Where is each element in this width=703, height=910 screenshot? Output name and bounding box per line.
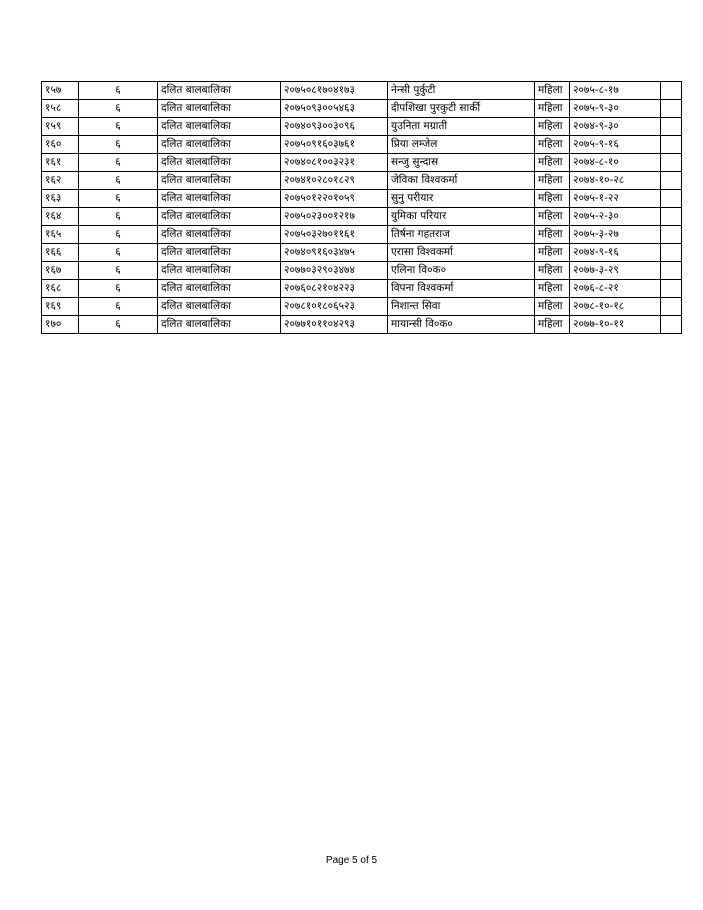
student-name-cell: मायान्सी वि०क० [388, 316, 535, 334]
birth-registration-number-cell: २०७५०९१६०३७६१ [281, 136, 388, 154]
date-of-birth-cell: २०७६-८-२१ [570, 280, 661, 298]
remarks-cell [661, 190, 682, 208]
serial-number-cell: १६५ [42, 226, 79, 244]
student-name-cell: एरासा विश्वकर्मा [388, 244, 535, 262]
remarks-cell [661, 172, 682, 190]
remarks-cell [661, 244, 682, 262]
gender-cell: महिला [535, 100, 570, 118]
grade-cell: ६ [79, 298, 158, 316]
category-cell: दलित बालबालिका [158, 244, 281, 262]
table-row [42, 118, 682, 136]
remarks-cell [661, 118, 682, 136]
serial-number-cell: १५९ [42, 118, 79, 136]
table-row [42, 190, 682, 208]
birth-registration-number-cell: २०७५०२३००१२१७ [281, 208, 388, 226]
serial-number-cell: १६९ [42, 298, 79, 316]
date-of-birth-cell: २०७४-९-१६ [570, 244, 661, 262]
grade-cell: ६ [79, 226, 158, 244]
date-of-birth-cell: २०७४-८-१० [570, 154, 661, 172]
birth-registration-number-cell: २०७४०९३००३०९६ [281, 118, 388, 136]
student-name-cell: निशान्त सिवा [388, 298, 535, 316]
student-name-cell: जेविका विश्वकर्मा [388, 172, 535, 190]
remarks-cell [661, 262, 682, 280]
date-of-birth-cell: २०७४-१०-२८ [570, 172, 661, 190]
student-name-cell: नेन्सी पुर्कुटी [388, 82, 535, 100]
student-name-cell: विपना विश्वकर्मा [388, 280, 535, 298]
birth-registration-number-cell: २०७५०३२७०११६१ [281, 226, 388, 244]
table-row [42, 262, 682, 280]
category-cell: दलित बालबालिका [158, 298, 281, 316]
table-row [42, 154, 682, 172]
serial-number-cell: १७० [42, 316, 79, 334]
gender-cell: महिला [535, 280, 570, 298]
gender-cell: महिला [535, 262, 570, 280]
birth-registration-number-cell: २०७४१०२८०१८२९ [281, 172, 388, 190]
birth-registration-number-cell: २०७७०३२९०३४७४ [281, 262, 388, 280]
table-row [42, 316, 682, 334]
student-name-cell: सुनु परीयार [388, 190, 535, 208]
category-cell: दलित बालबालिका [158, 208, 281, 226]
category-cell: दलित बालबालिका [158, 316, 281, 334]
student-name-cell: युउनिता मग्राती [388, 118, 535, 136]
table-row [42, 280, 682, 298]
student-name-cell: प्रिया लम्जेल [388, 136, 535, 154]
birth-registration-number-cell: २०७७१०११०४२९३ [281, 316, 388, 334]
remarks-cell [661, 298, 682, 316]
student-name-cell: युमिका परियार [388, 208, 535, 226]
table-row [42, 100, 682, 118]
category-cell: दलित बालबालिका [158, 154, 281, 172]
student-name-cell: एलिना वि०क० [388, 262, 535, 280]
table-body [42, 82, 682, 334]
student-records-table [41, 81, 682, 334]
remarks-cell [661, 226, 682, 244]
grade-cell: ६ [79, 244, 158, 262]
remarks-cell [661, 136, 682, 154]
date-of-birth-cell: २०७७-३-२९ [570, 262, 661, 280]
remarks-cell [661, 280, 682, 298]
table-row [42, 226, 682, 244]
category-cell: दलित बालबालिका [158, 190, 281, 208]
category-cell: दलित बालबालिका [158, 172, 281, 190]
gender-cell: महिला [535, 226, 570, 244]
category-cell: दलित बालबालिका [158, 280, 281, 298]
birth-registration-number-cell: २०७४०९१६०३४७५ [281, 244, 388, 262]
serial-number-cell: १६१ [42, 154, 79, 172]
student-name-cell: दीपशिखा पुरकुटी सार्की [388, 100, 535, 118]
category-cell: दलित बालबालिका [158, 118, 281, 136]
gender-cell: महिला [535, 172, 570, 190]
grade-cell: ६ [79, 280, 158, 298]
date-of-birth-cell: २०७५-२-३० [570, 208, 661, 226]
gender-cell: महिला [535, 154, 570, 172]
grade-cell: ६ [79, 316, 158, 334]
serial-number-cell: १५८ [42, 100, 79, 118]
grade-cell: ६ [79, 262, 158, 280]
category-cell: दलित बालबालिका [158, 100, 281, 118]
birth-registration-number-cell: २०७५०१२२०१०५९ [281, 190, 388, 208]
table-row [42, 244, 682, 262]
gender-cell: महिला [535, 190, 570, 208]
remarks-cell [661, 208, 682, 226]
grade-cell: ६ [79, 100, 158, 118]
serial-number-cell: १५७ [42, 82, 79, 100]
student-name-cell: तिर्षना गहतराज [388, 226, 535, 244]
serial-number-cell: १६६ [42, 244, 79, 262]
table-row [42, 208, 682, 226]
gender-cell: महिला [535, 82, 570, 100]
remarks-cell [661, 100, 682, 118]
date-of-birth-cell: २०७५-१-२२ [570, 190, 661, 208]
serial-number-cell: १६० [42, 136, 79, 154]
grade-cell: ६ [79, 154, 158, 172]
serial-number-cell: १६७ [42, 262, 79, 280]
remarks-cell [661, 316, 682, 334]
gender-cell: महिला [535, 118, 570, 136]
date-of-birth-cell: २०७५-३-२७ [570, 226, 661, 244]
category-cell: दलित बालबालिका [158, 226, 281, 244]
date-of-birth-cell: २०७५-८-१७ [570, 82, 661, 100]
date-of-birth-cell: २०७८-१०-१८ [570, 298, 661, 316]
date-of-birth-cell: २०७४-९-३० [570, 118, 661, 136]
student-name-cell: सन्जु सुन्दास [388, 154, 535, 172]
category-cell: दलित बालबालिका [158, 136, 281, 154]
serial-number-cell: १६८ [42, 280, 79, 298]
remarks-cell [661, 154, 682, 172]
birth-registration-number-cell: २०७५०८१७०४१७३ [281, 82, 388, 100]
date-of-birth-cell: २०७७-१०-११ [570, 316, 661, 334]
table-row [42, 298, 682, 316]
birth-registration-number-cell: २०७६०८२१०४२२३ [281, 280, 388, 298]
category-cell: दलित बालबालिका [158, 82, 281, 100]
serial-number-cell: १६३ [42, 190, 79, 208]
gender-cell: महिला [535, 136, 570, 154]
table-row [42, 82, 682, 100]
grade-cell: ६ [79, 190, 158, 208]
gender-cell: महिला [535, 298, 570, 316]
serial-number-cell: १६२ [42, 172, 79, 190]
grade-cell: ६ [79, 172, 158, 190]
table-row [42, 136, 682, 154]
serial-number-cell: १६४ [42, 208, 79, 226]
gender-cell: महिला [535, 208, 570, 226]
birth-registration-number-cell: २०७५०९३००५४६३ [281, 100, 388, 118]
remarks-cell [661, 82, 682, 100]
gender-cell: महिला [535, 316, 570, 334]
birth-registration-number-cell: २०७४०८१००३२३१ [281, 154, 388, 172]
date-of-birth-cell: २०७५-९-३० [570, 100, 661, 118]
grade-cell: ६ [79, 82, 158, 100]
table-row [42, 172, 682, 190]
date-of-birth-cell: २०७५-९-१६ [570, 136, 661, 154]
grade-cell: ६ [79, 208, 158, 226]
grade-cell: ६ [79, 118, 158, 136]
gender-cell: महिला [535, 244, 570, 262]
page-footer: Page 5 of 5 [325, 855, 378, 866]
grade-cell: ६ [79, 136, 158, 154]
birth-registration-number-cell: २०७८१०१८०६५२३ [281, 298, 388, 316]
category-cell: दलित बालबालिका [158, 262, 281, 280]
